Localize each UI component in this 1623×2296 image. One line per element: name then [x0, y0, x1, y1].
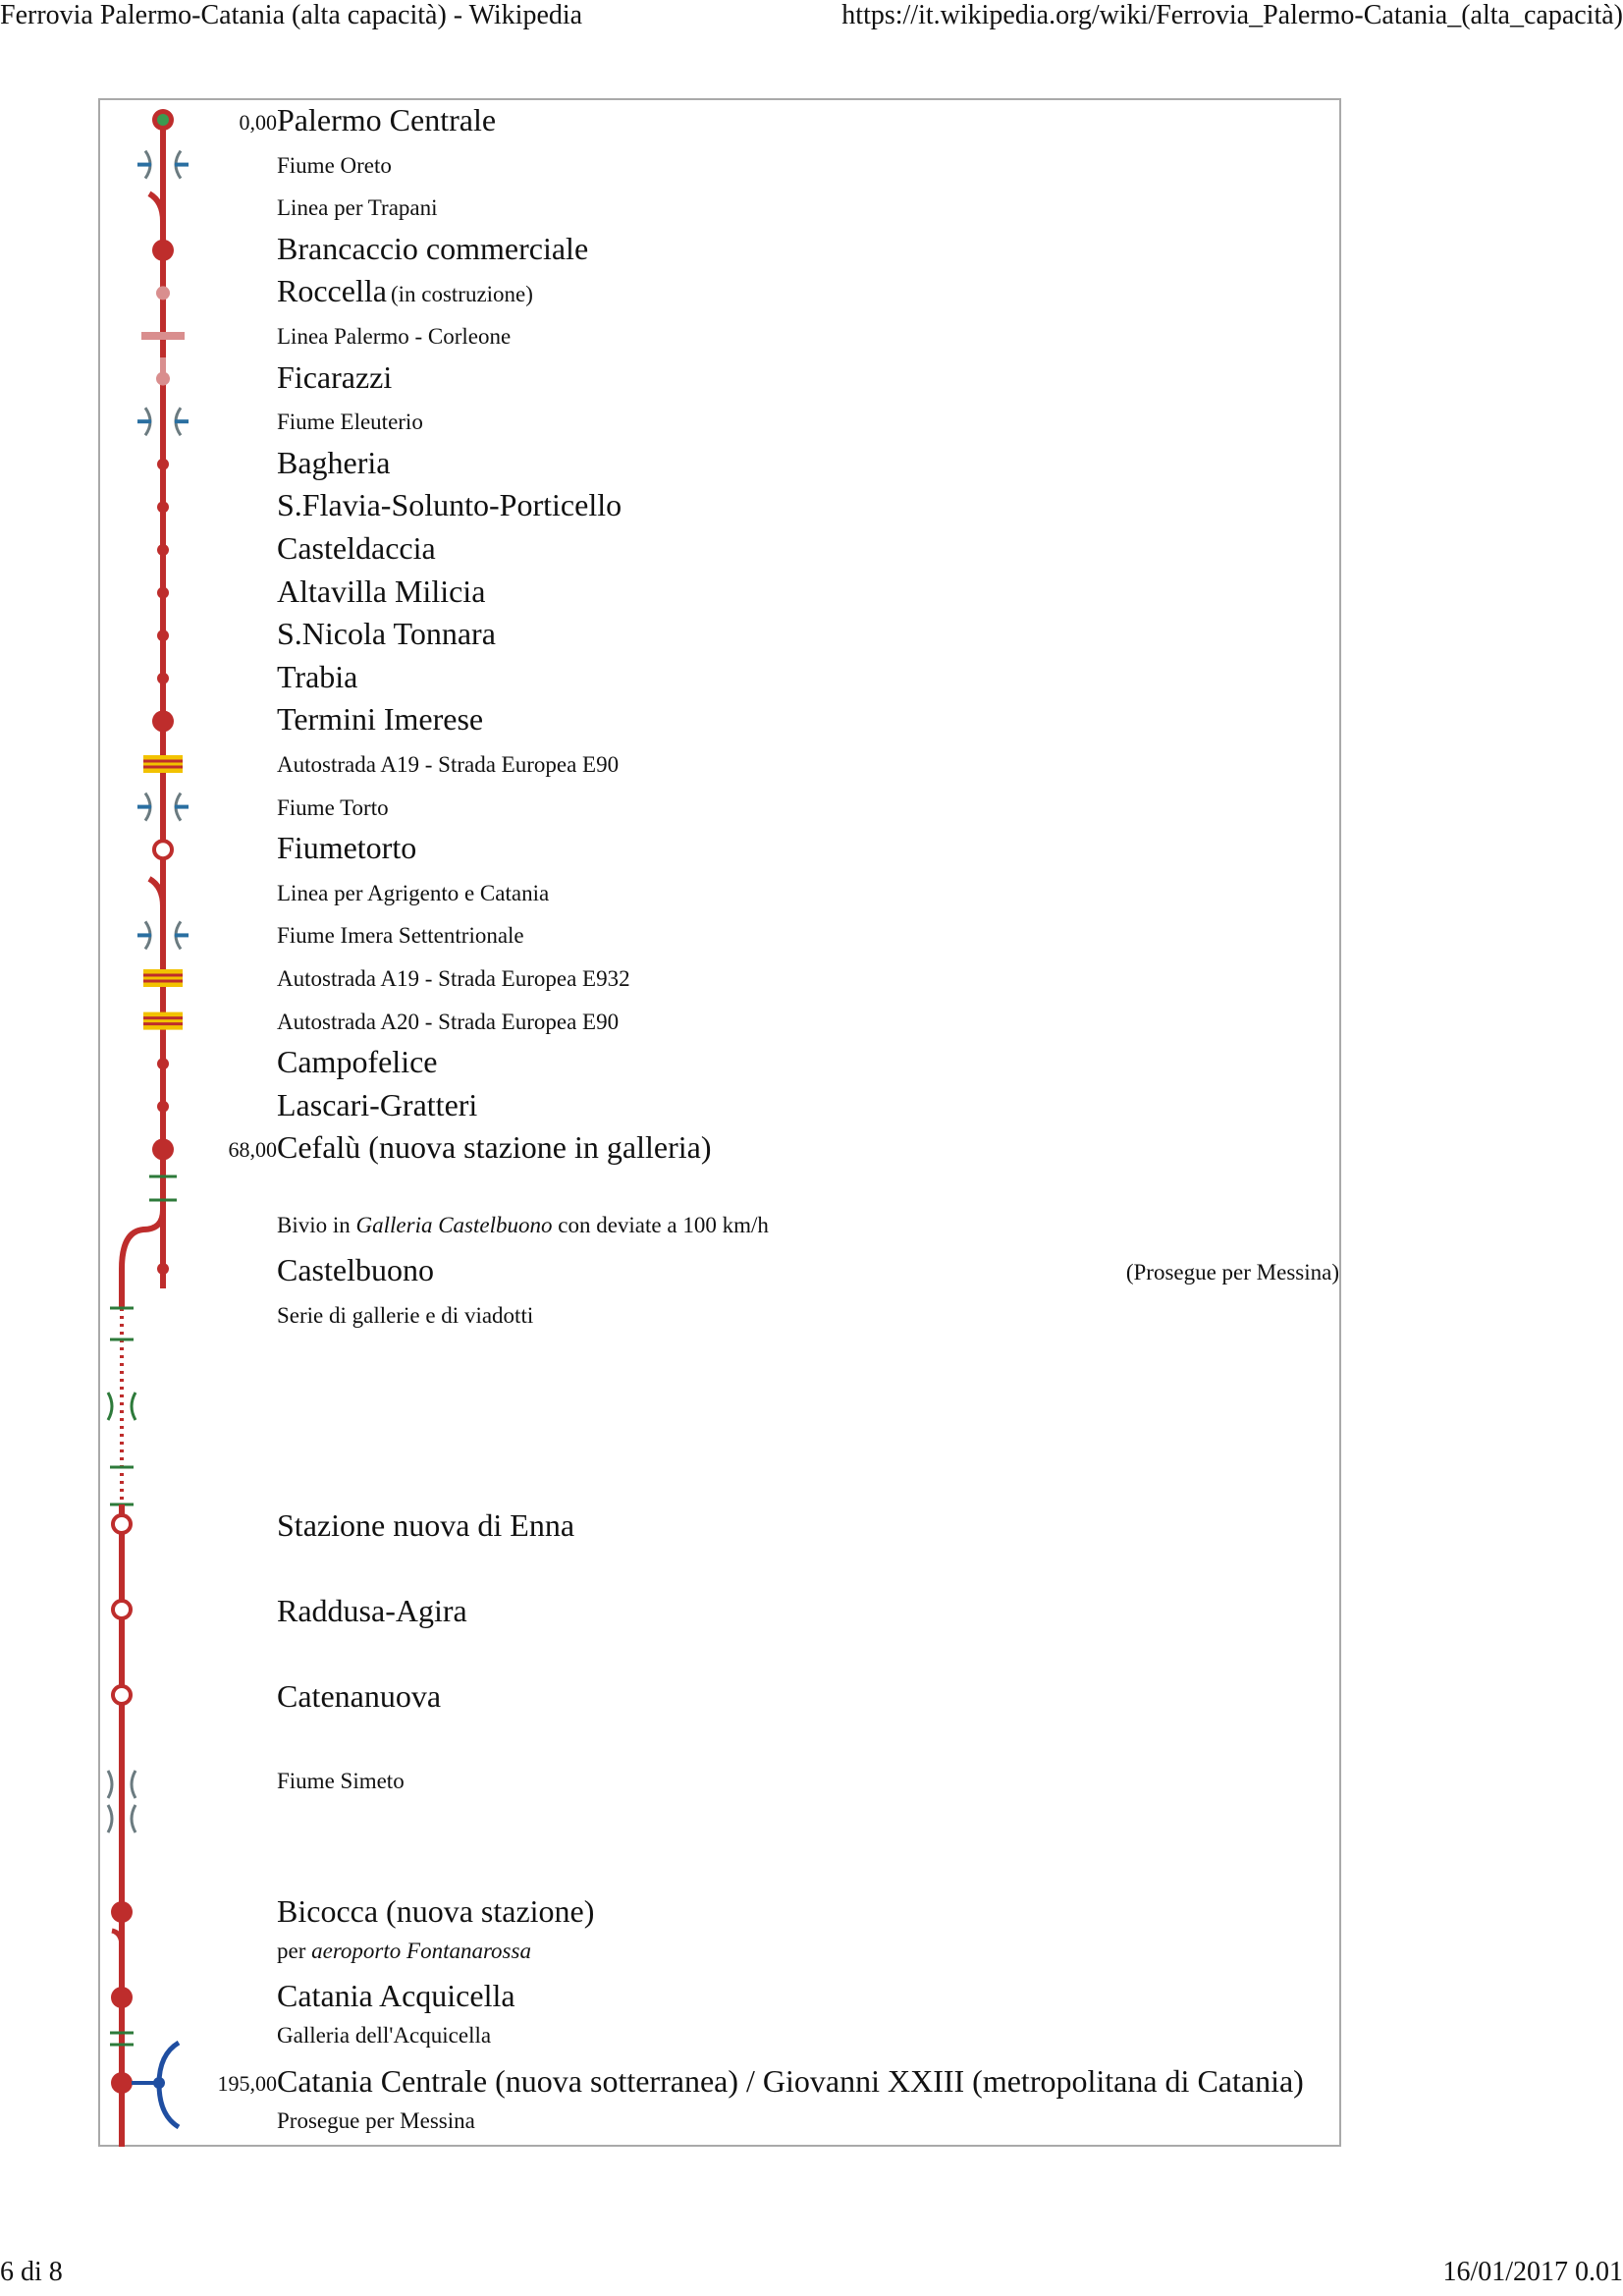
station-name: Altavilla Milicia [277, 573, 486, 609]
stop-icon [157, 1058, 169, 1069]
stop-icon [157, 544, 169, 556]
station-label [277, 659, 357, 695]
station-name: Castelbuono [277, 1252, 434, 1287]
river-label: Fiume Simeto [277, 1769, 405, 1793]
planned-station-icon [154, 841, 172, 858]
station-label [277, 616, 496, 652]
page-number: 6 di 8 [0, 2257, 63, 2287]
planned-station-icon [113, 1686, 131, 1704]
station-name: Brancaccio commerciale [277, 230, 589, 266]
bivio-curve [122, 1210, 163, 1269]
station-name: Casteldaccia [277, 530, 436, 566]
prosegue-label: Prosegue per Messina [277, 2108, 475, 2133]
tunnel-label: Galleria dell'Acquicella [277, 2023, 492, 2048]
station-name: Ficarazzi [277, 358, 393, 395]
station-label [277, 574, 485, 610]
station-label [277, 487, 622, 523]
station-name: Catenanuova [277, 1678, 442, 1714]
stop-icon [157, 673, 169, 684]
crossing-icon [141, 332, 185, 340]
station-icon [111, 2072, 133, 2094]
junction-icon [112, 1931, 122, 1946]
station-name: Campofelice [277, 1044, 438, 1080]
stop-icon [157, 501, 169, 513]
aeroporto-label: per aeroporto Fontanarossa [277, 1939, 531, 1963]
feature-label: Fiume Imera Settentrionale [277, 923, 524, 949]
station-label [277, 1044, 437, 1080]
feature-label: Autostrada A19 - Strada Europea E90 [277, 752, 620, 777]
station-name: Stazione nuova di Enna [277, 1507, 575, 1543]
station-icon [111, 1901, 133, 1923]
feature-label: Linea per Trapani [277, 195, 438, 221]
station-name: Catania Acquicella [277, 1978, 515, 2013]
station-name: Termini Imerese [277, 701, 484, 738]
page-title: Ferrovia Palermo-Catania (alta capacità) - Wikipedia [0, 0, 583, 30]
station-note: (in costruzione) [390, 282, 533, 307]
road-bridge-icon [143, 1012, 183, 1030]
stop-icon [157, 459, 169, 470]
station-icon [152, 710, 174, 732]
station-icon [111, 1987, 133, 2008]
station-name: Raddusa-Agira [277, 1593, 467, 1628]
station-name: Palermo Centrale [277, 102, 497, 137]
station-name: S.Flavia-Solunto-Porticello [277, 487, 622, 523]
station-label [277, 1129, 711, 1166]
station-label [277, 530, 436, 567]
gallerie-label: Serie di gallerie e di viadotti [277, 1303, 534, 1328]
station-icon [152, 240, 174, 261]
station-name: Catania Centrale (nuova sotterranea) / Giovanni XXIII (metropolitana di Catania) [277, 2063, 1304, 2099]
page-url[interactable]: https://it.wikipedia.org/wiki/Ferrovia_Palermo-Catania_(alta_capacità) [841, 0, 1623, 30]
station-label [277, 102, 496, 138]
feature-label: Autostrada A20 - Strada Europea E90 [277, 1009, 620, 1034]
station-name: Fiumetorto [277, 830, 417, 866]
stop-icon [157, 1101, 169, 1113]
stop-icon [157, 629, 169, 641]
station-label [277, 1087, 477, 1123]
station-label [277, 830, 416, 866]
print-datetime: 16/01/2017 0.01 [1442, 2257, 1623, 2287]
station-label [277, 701, 483, 738]
route-diagram-box [98, 98, 1341, 2147]
stop-icon [157, 1263, 169, 1275]
station-name: Trabia [277, 658, 358, 694]
station-name: Bagheria [277, 444, 391, 480]
planned-station-icon [113, 1515, 131, 1533]
feature-label: Fiume Eleuterio [277, 410, 423, 435]
station-name: Roccella [277, 273, 387, 309]
station-label [277, 231, 588, 267]
station-name: Bicocca (nuova stazione) [277, 1893, 595, 1929]
feature-label: Linea Palermo - Corleone [277, 324, 512, 349]
station-label [277, 445, 391, 481]
feature-label: Linea per Agrigento e Catania [277, 880, 550, 905]
planned-stop-icon [156, 372, 170, 386]
planned-station-icon [113, 1601, 131, 1618]
station-label [277, 359, 392, 396]
road-bridge-icon [143, 755, 183, 773]
station-name: Lascari-Gratteri [277, 1086, 478, 1122]
station-name: S.Nicola Tonnara [277, 616, 496, 652]
station-label [277, 273, 533, 309]
feature-label: Fiume Torto [277, 794, 389, 820]
bivio-label: Bivio in Galleria Castelbuono con deviate a 100 km/h [277, 1213, 769, 1237]
planned-stop-icon [156, 286, 170, 300]
feature-label: Fiume Oreto [277, 152, 392, 178]
route-diagram [100, 100, 277, 2147]
km-value: 195,00 [217, 2071, 277, 2096]
continuation-note: (Prosegue per Messina) [1125, 1260, 1339, 1285]
km-value: 68,00 [228, 1137, 277, 1163]
feature-label: Autostrada A19 - Strada Europea E932 [277, 966, 630, 991]
stop-icon [157, 587, 169, 599]
km-value: 0,00 [239, 110, 277, 135]
station-name: Cefalù (nuova stazione in galleria) [277, 1129, 712, 1166]
road-bridge-icon [143, 969, 183, 987]
